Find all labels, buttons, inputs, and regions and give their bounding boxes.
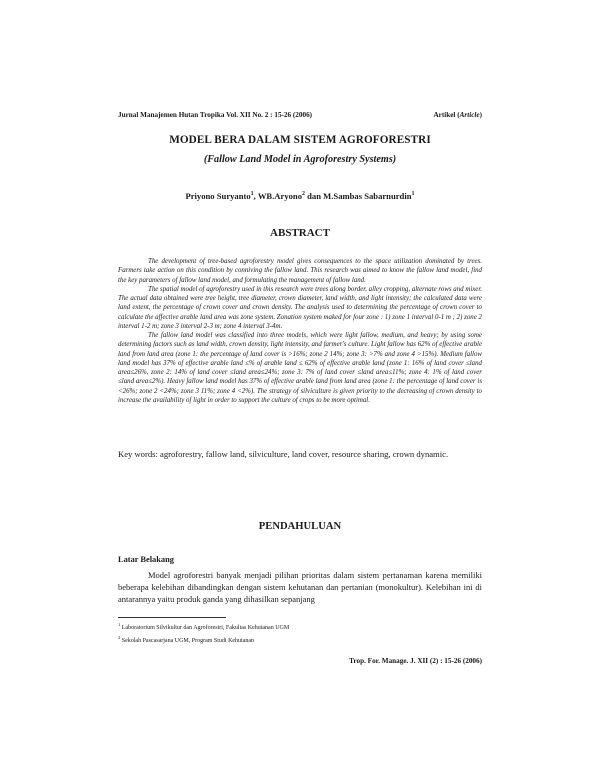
footnote-divider xyxy=(118,617,226,618)
footnote: $^1$ Laboratorium Silvikultur dan Agroforestri, Fakultas Kehutanan UGM xyxy=(118,622,290,631)
author-affiliation-mark: 1 xyxy=(250,191,254,198)
author-affiliation-mark: 1 xyxy=(411,191,415,198)
author-name: WB.Aryono xyxy=(257,191,302,201)
author-list: Priyono Suryanto$^1$, WB.Aryono$^2$ dan M.Sambas Sabarnurdin$^1$ xyxy=(185,191,415,201)
author-name: M.Sambas Sabarnurdin xyxy=(323,191,412,201)
footnotes xyxy=(118,620,289,646)
author-name: Priyono Suryanto xyxy=(185,191,251,201)
article-type-italic: Article xyxy=(459,111,480,119)
running-header xyxy=(118,111,482,119)
abstract-body xyxy=(118,257,482,405)
body-paragraph: Model agroforestri banyak menjadi pilihan prioritas dalam sistem pertanaman karena memiliki beberapa kelebihan dibandingkan dengan sistem kehutanan dan pertanian (monokultur). Kelebihan ini di antarannya yaitu produk ganda yang dihasilkan sepanjang xyxy=(118,570,482,604)
running-footer: Trop. For. Manage. J. XII (2) : 15-26 (2006) xyxy=(349,657,482,665)
article-type-label: Artikel (Article) xyxy=(433,111,482,119)
abstract-paragraph: The spatial model of agroforestry used in this research were trees along border, alley cropping, alternate rows and mixer. The actual data obtained were tree height, tree diameter, crown diameter, land width, and light intensity; the calculated data were land extent, the percentage of crown cover and crown density. The analysis used to determining the percentage of crown cover to calculate the affective arable land area was zone system. Zonation system maked for four zone : 1) zone 1 interval 0-1 m ; 2) zone 2 interval 1-2 m; zone 3 interval 2-3 m; zone 4 interval 3-4m. xyxy=(118,285,482,330)
paper-subtitle: (Fallow Land Model in Agroforestry Systems) xyxy=(203,154,397,165)
footnote: $^2$ Sekolah Pascasarjana UGM, Program Studi Kehutanan xyxy=(118,635,255,644)
abstract-paragraph: The fallow land model was classified into three models, which were light fallow, medium, and heavy; by using some determining factors such as land width, crown density, light intensity, and farmer's culture. Light fallow has 62% of effective arable land from land area (zone 1: the percentage of land cover is >16%; zone 2 14%; zone 3: >7% and zone 4 >15%). Medium fallow land model has 37% of effective arable land ≤% of arable land ≤ 62% of effective arable land (zone 1: 16% of land cover ≤land area≤26%, zone 2: 14% of land cover ≤land area≤24%; zone 3: 7% of land cover ≤land area≤11%; zone 4: 1% of land cover ≤land area≤2%). Heavy fallow land model has 37% of effective arable land from land area (zone 1: the percentage of land cover is <26%; zone 2 <24%; zone 3 11%; zone 4 <2%). The strategy of silviculture is given priority to the decreasing of crown density to increase the availability of light in order to support the culture of crops to be more optimal. xyxy=(118,332,482,404)
keywords: Key words: agroforestry, fallow land, silviculture, land cover, resource sharing, crown dynamic. xyxy=(118,449,449,459)
abstract-paragraph: The development of tree-based agroforestry model gives consequences to the space utilization dominated by trees. Farmers take action on this condition by conniving the fallow land. This research was aimed to know the fallow land model, find the key parameters of fallow land model, and formulating the management of fallow land. xyxy=(118,258,482,284)
section-heading: PENDAHULUAN xyxy=(258,521,342,532)
author-affiliation-mark: 2 xyxy=(302,191,305,198)
abstract-heading: ABSTRACT xyxy=(270,227,330,239)
subsection-heading: Latar Belakang xyxy=(118,555,174,564)
paper-title: MODEL BERA DALAM SISTEM AGROFORESTRI xyxy=(169,134,431,146)
journal-citation: Jurnal Manajemen Hutan Tropika Vol. XII No. 2 : 15-26 (2006) xyxy=(118,111,313,119)
